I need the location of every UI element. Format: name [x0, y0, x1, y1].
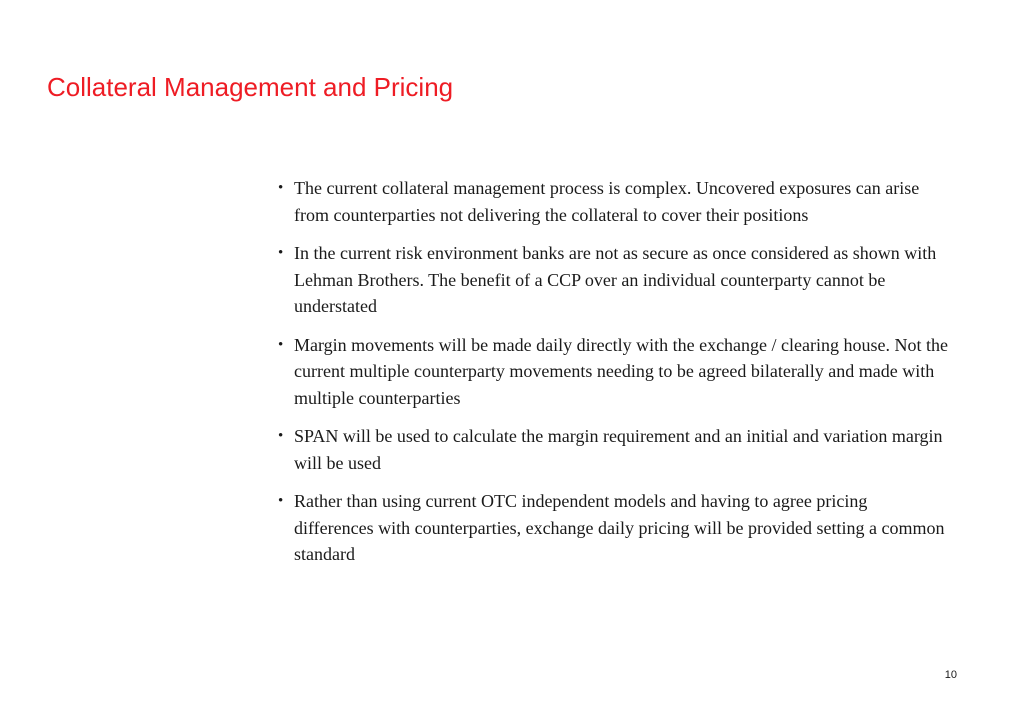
bullet-icon: • [278, 428, 284, 444]
page-number: 10 [944, 669, 957, 681]
bullet-text: In the current risk environment banks are not as secure as once considered as shown with Lehman Brothers. The benefit of a CCP over an individual counterparty cannot be understated [294, 243, 937, 316]
bullet-text: SPAN will be used to calculate the margin requirement and an initial and variation margin will be used [294, 426, 943, 473]
bullet-icon: • [278, 336, 284, 353]
bullet-text: Rather than using current OTC independent models and having to agree pricing differences with counterparties, exchange daily pricing will be provided setting a common standard [294, 491, 945, 564]
slide-title: Collateral Management and Pricing [47, 72, 454, 102]
bullet-item [278, 240, 948, 320]
bullet-item [278, 423, 948, 476]
bullet-icon: • [278, 180, 284, 196]
bullet-list [278, 175, 948, 580]
bullet-item [278, 332, 948, 412]
bullet-item [278, 175, 948, 228]
bullet-icon: • [278, 493, 284, 509]
bullet-text: The current collateral management process is complex. Uncovered exposures can arise from counterparties not delivering the collateral to cover their positions [294, 178, 920, 225]
bullet-text: Margin movements will be made daily directly with the exchange / clearing house. Not the current multiple counterparty movements needing to be agreed bilaterally and made with multiple counterparties [294, 334, 948, 408]
bullet-item [278, 488, 948, 568]
bullet-icon: • [278, 245, 284, 261]
